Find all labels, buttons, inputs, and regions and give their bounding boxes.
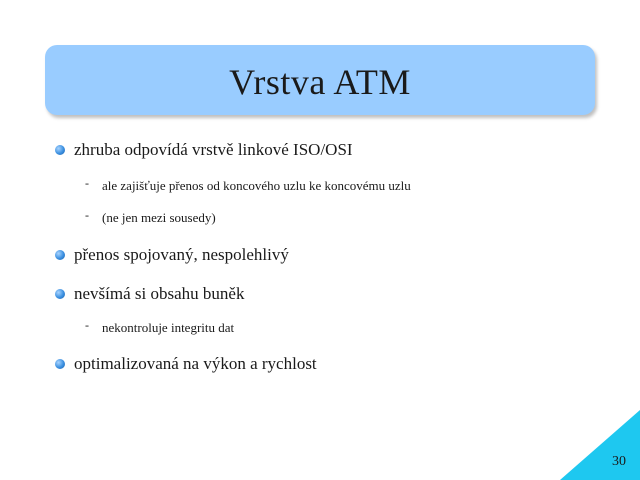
list-item [55,354,317,374]
sub-bullet-text: (ne jen mezi sousedy) [102,210,216,225]
bullet-text: optimalizovaná na výkon a rychlost [74,354,317,373]
page-number: 30 [612,454,626,469]
dash-icon: - [85,208,89,222]
sub-list-item [85,178,411,194]
list-item [55,245,289,265]
list-item [55,284,244,304]
list-item [55,140,353,160]
title-banner [45,45,595,115]
sub-list-item [85,210,216,226]
bullet-text: nevšímá si obsahu buněk [74,284,245,303]
dash-icon: - [85,318,89,332]
blue-sphere-bullet-icon [55,145,65,155]
bullet-text: zhruba odpovídá vrstvě linkové ISO/OSI [74,140,353,159]
sub-list-item [85,320,234,336]
blue-sphere-bullet-icon [55,289,65,299]
sub-bullet-text: ale zajišťuje přenos od koncového uzlu ke koncovému uzlu [102,178,411,193]
blue-sphere-bullet-icon [55,359,65,369]
dash-icon: - [85,176,89,190]
sub-bullet-text: nekontroluje integritu dat [102,320,235,335]
corner-triangle-decoration [560,410,640,480]
blue-sphere-bullet-icon [55,250,65,260]
slide-title: Vrstva ATM [229,62,411,102]
bullet-text: přenos spojovaný, nespolehlivý [74,245,289,264]
